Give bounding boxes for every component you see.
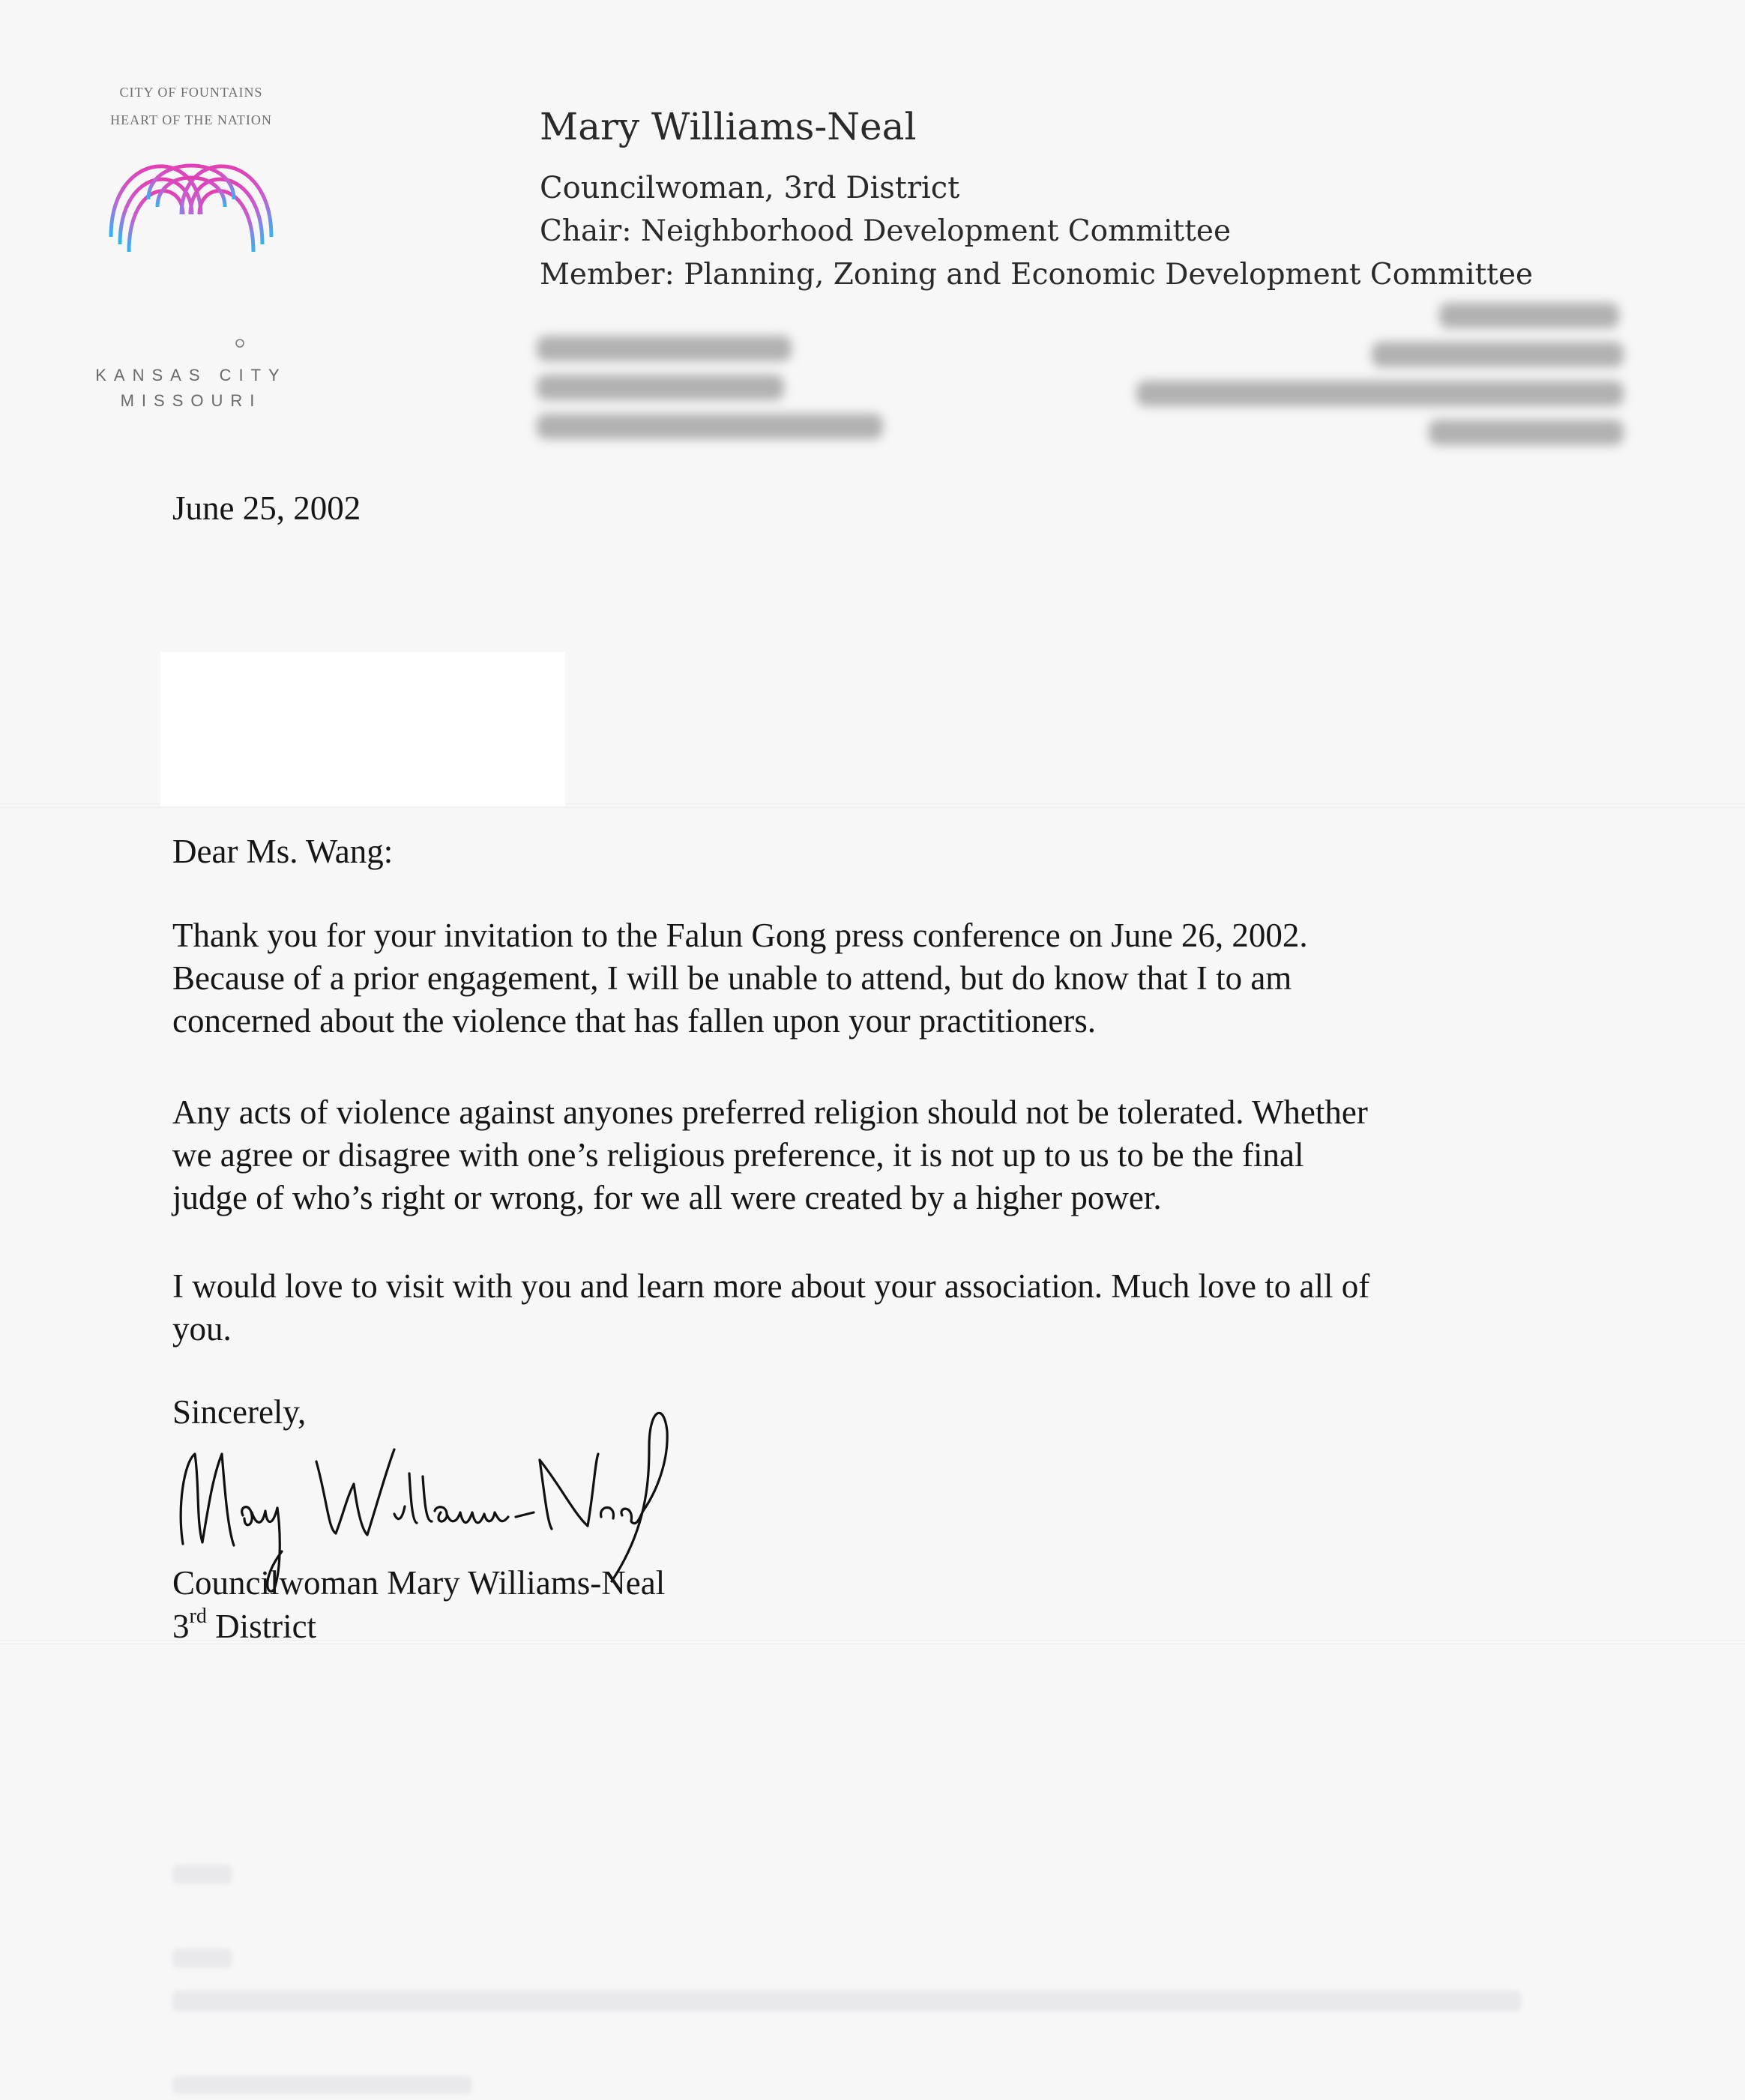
letterhead-title: Councilwoman, 3rd District xyxy=(540,171,960,205)
paragraph-line: I would love to visit with you and learn more about your association. Much love to all of xyxy=(172,1267,1370,1305)
letter-date: June 25, 2002 xyxy=(172,489,361,527)
paragraph-2 xyxy=(172,1091,1368,1219)
logo-line-4: MISSOURI xyxy=(120,391,262,410)
closing: Sincerely, xyxy=(172,1393,307,1431)
logo-line-2: HEART OF THE NATION xyxy=(110,112,272,127)
paragraph-line: judge of who’s right or wrong, for we all were created by a higher power. xyxy=(172,1179,1162,1216)
paragraph-3 xyxy=(172,1265,1369,1351)
salutation: Dear Ms. Wang: xyxy=(172,833,394,870)
signer-district xyxy=(172,1605,316,1648)
district-word: District xyxy=(206,1608,317,1645)
fountain-icon xyxy=(103,132,279,364)
redacted-recipient-box xyxy=(160,652,565,806)
paragraph-1 xyxy=(172,914,1308,1043)
paragraph-line: Any acts of violence against anyones preferred religion should not be tolerated. Whether xyxy=(172,1093,1368,1131)
letterhead-name: Mary Williams-Neal xyxy=(540,105,917,148)
signer-name: Councilwoman Mary Williams-Neal xyxy=(172,1564,666,1602)
paragraph-line: concerned about the violence that has fallen upon your practitioners. xyxy=(172,1002,1097,1040)
paragraph-line: you. xyxy=(172,1310,232,1348)
letterhead-member: Member: Planning, Zoning and Economic Development Committee xyxy=(540,258,1534,292)
paragraph-line: Thank you for your invitation to the Falun Gong press conference on June 26, 2002. xyxy=(172,917,1308,954)
paragraph-line: Because of a prior engagement, I will be unable to attend, but do know that I to am xyxy=(172,959,1292,997)
district-number: 3 xyxy=(172,1608,190,1645)
logo-line-3: KANSAS CITY xyxy=(95,366,287,384)
city-logo xyxy=(90,82,292,412)
district-suffix: rd xyxy=(189,1605,207,1628)
paragraph-line: we agree or disagree with one’s religious preference, it is not up to us to be the final xyxy=(172,1136,1304,1174)
letterhead-chair: Chair: Neighborhood Development Committee xyxy=(540,214,1232,248)
logo-line-1: CITY OF FOUNTAINS xyxy=(119,85,263,100)
